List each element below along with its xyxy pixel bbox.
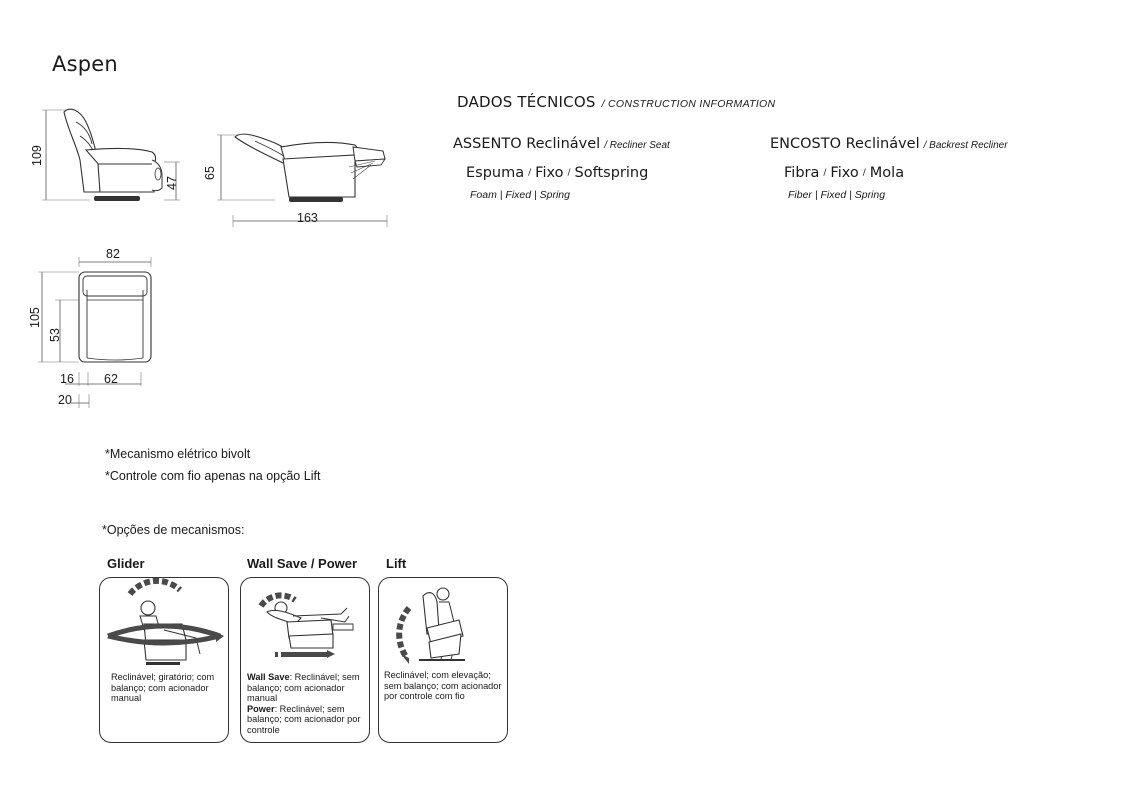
- mechanism-desc-wallsave: [247, 672, 365, 736]
- note-controller: *Controle com fio apenas na opção Lift: [105, 469, 321, 483]
- mechanism-card-lift: [378, 577, 508, 743]
- seat-option-spring: Softspring: [574, 165, 649, 181]
- mechanism-desc-power-text: : Reclinável; sem balanço; com acionador por controle: [247, 703, 361, 735]
- backrest-heading: [770, 136, 1008, 152]
- seat-option-separator: /: [567, 168, 571, 178]
- dim-reclined-height: 65: [203, 166, 217, 180]
- backrest-heading-en: / Backrest Recliner: [923, 140, 1008, 151]
- dim-width: 82: [106, 247, 120, 261]
- side-view-drawing: [40, 100, 200, 210]
- seat-options-en: Foam | Fixed | Spring: [470, 189, 570, 201]
- technical-subtitle: / CONSTRUCTION INFORMATION: [601, 98, 776, 110]
- dim-arm-width: 16: [60, 372, 74, 386]
- backrest-options-en: Fiber | Fixed | Spring: [788, 189, 886, 201]
- backrest-option-fiber: Fibra: [784, 165, 820, 181]
- mechanisms-title: *Opções de mecanismos:: [102, 523, 245, 537]
- backrest-option-separator: /: [862, 168, 866, 178]
- seat-option-separator: /: [528, 168, 532, 178]
- backrest-option-spring: Mola: [869, 165, 905, 181]
- mechanism-desc-wallsave-bold: Wall Save: [247, 672, 290, 682]
- dim-base-offset: 20: [58, 393, 72, 407]
- mechanism-desc-wallsave-text: : Reclinável; sem balanço; com acionador manual: [247, 672, 360, 704]
- dim-seat-width: 62: [104, 372, 118, 386]
- dim-height: 109: [30, 145, 44, 166]
- mechanism-desc-glider: Reclinável; giratório; com balanço; com acionador manual: [111, 672, 215, 704]
- seat-option-fixed: Fixo: [535, 165, 564, 181]
- dim-seat-depth: 53: [48, 328, 62, 342]
- dim-reclined-length: 163: [297, 211, 318, 225]
- mechanism-label-glider: Glider: [107, 556, 145, 571]
- seat-heading-en: / Recliner Seat: [604, 140, 670, 151]
- product-title: Aspen: [52, 52, 118, 76]
- dim-depth: 105: [28, 307, 42, 328]
- dim-seat-height: 47: [165, 176, 179, 190]
- lift-icon: [379, 578, 507, 673]
- seat-options: [466, 165, 648, 181]
- wallsave-icon: [241, 578, 369, 673]
- seat-option-foam: Espuma: [466, 165, 525, 181]
- mechanism-desc-lift: Reclinável; com elevação; sem balanço; com acionador por controle com fio: [384, 670, 502, 702]
- backrest-option-fixed: Fixo: [830, 165, 859, 181]
- note-voltage: *Mecanismo elétrico bivolt: [105, 447, 251, 461]
- technical-title-text: DADOS TÉCNICOS: [457, 93, 596, 111]
- backrest-heading-text: ENCOSTO Reclinável: [770, 136, 920, 152]
- seat-heading-text: ASSENTO Reclinável: [453, 136, 601, 152]
- seat-heading: [453, 136, 670, 152]
- technical-title: [457, 93, 775, 111]
- mechanism-desc-power-bold: Power: [247, 703, 275, 714]
- mechanism-label-lift: Lift: [386, 556, 407, 571]
- mechanism-label-wallsave: Wall Save / Power: [247, 556, 358, 571]
- backrest-option-separator: /: [823, 168, 827, 178]
- mechanism-card-glider: [99, 577, 229, 743]
- glider-icon: [100, 578, 228, 673]
- mechanism-card-wallsave: [240, 577, 370, 743]
- backrest-options: [784, 165, 904, 181]
